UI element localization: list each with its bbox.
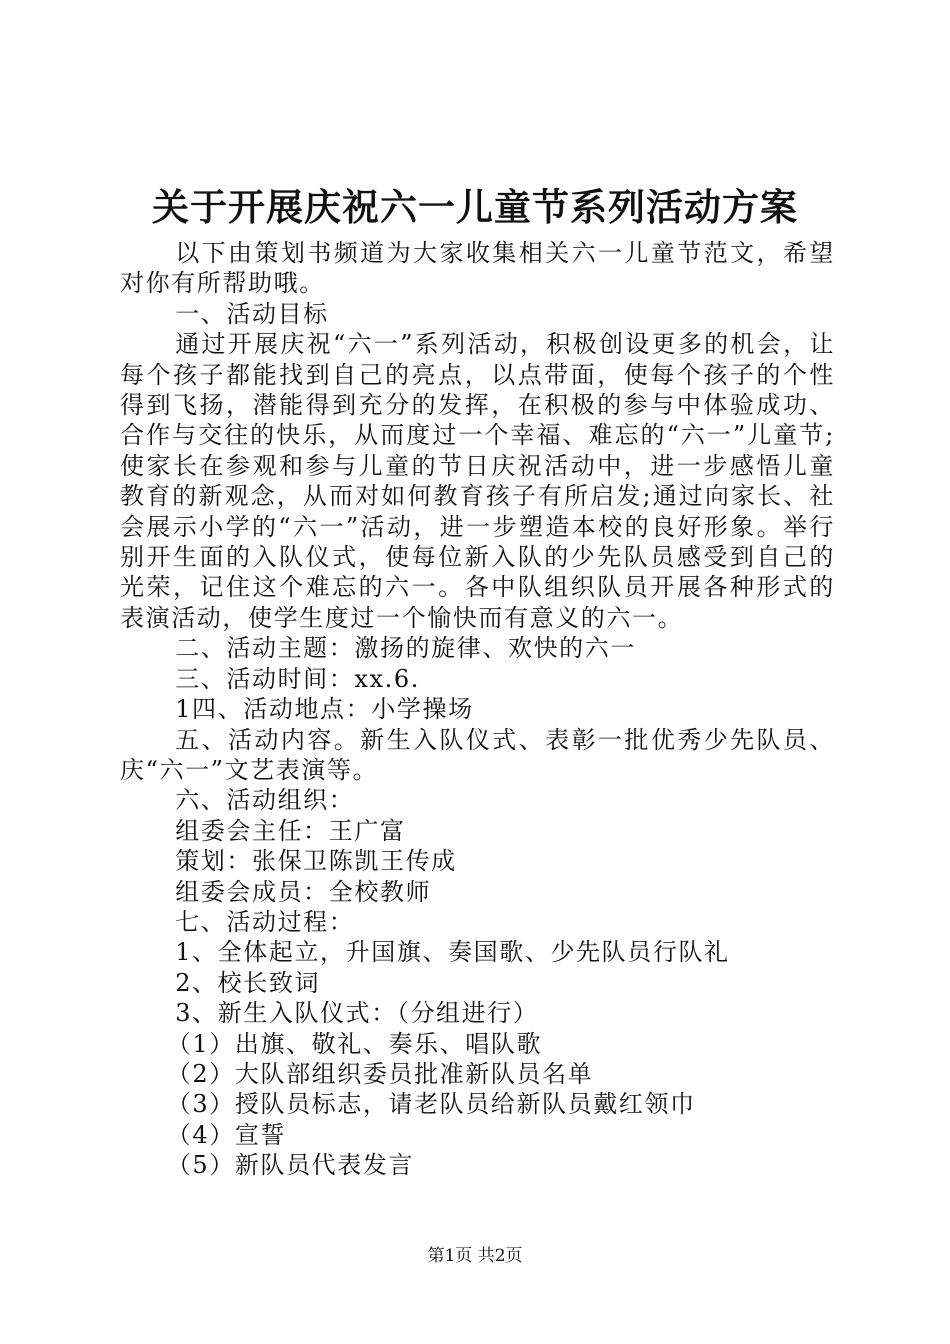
ceremony-step: （5）新队员代表发言 [166, 1151, 415, 1180]
section-content: 五、活动内容。新生入队仪式、表彰一批优秀少先队员、庆“六一”文艺表演等。 [120, 725, 835, 784]
section-heading-organization: 六、活动组织： [175, 786, 355, 815]
ceremony-step: （2）大队部组织委员批准新队员名单 [166, 1059, 594, 1088]
goals-paragraph: 通过开展庆祝“六一”系列活动，积极创设更多的机会，让每个孩子都能找到自己的亮点，以点带面，使每个孩子的个性得到飞扬，潜能得到充分的发挥，在积极的参与中体验成功、合作与交往的快乐，从而度过一个幸福、难忘的“六一”儿童节;使家长在参观和参与儿童的节日庆祝活动中，进一步感悟儿童教育的新观念，从而对如何教育孩子有所启发;通过向家长、社会展示小学的“六一”活动，进一步塑造本校的良好形象。举行别开生面的入队仪式，使每位新入队的少先队员感受到自己的光荣，记住这个难忘的六一。各中队组织队员开展各种形式的表演活动，使学生度过一个愉快而有意义的六一。 [120, 330, 835, 632]
process-step: 3、新生入队仪式：（分组进行） [175, 999, 539, 1028]
section-location: 1四、活动地点：小学操场 [175, 695, 474, 724]
process-step: 1、全体起立，升国旗、奏国歌、少先队员行队礼 [175, 938, 730, 967]
section-theme: 二、活动主题：激扬的旋律、欢快的六一 [175, 634, 636, 663]
ceremony-step: （3）授队员标志，请老队员给新队员戴红领巾 [166, 1090, 696, 1119]
org-director: 组委会主任：王广富 [175, 816, 406, 845]
intro-paragraph: 以下由策划书频道为大家收集相关六一儿童节范文，希望对你有所帮助哦。 [120, 239, 835, 298]
ceremony-step: （4）宣誓 [166, 1120, 287, 1149]
org-planning: 策划：张保卫陈凯王传成 [175, 847, 457, 876]
org-members: 组委会成员：全校教师 [175, 877, 432, 906]
page-number: 第1页 共2页 [427, 1246, 523, 1266]
document-body [120, 238, 835, 1181]
document-title: 关于开展庆祝六一儿童节系列活动方案 [152, 185, 798, 229]
process-step: 2、校长致词 [175, 968, 321, 997]
ceremony-step: （1）出旗、敬礼、奏乐、唱队歌 [166, 1029, 543, 1058]
section-heading-process: 七、活动过程： [175, 907, 355, 936]
section-time: 三、活动时间：xx.6. [175, 664, 420, 693]
section-heading-goals: 一、活动目标 [175, 299, 329, 328]
